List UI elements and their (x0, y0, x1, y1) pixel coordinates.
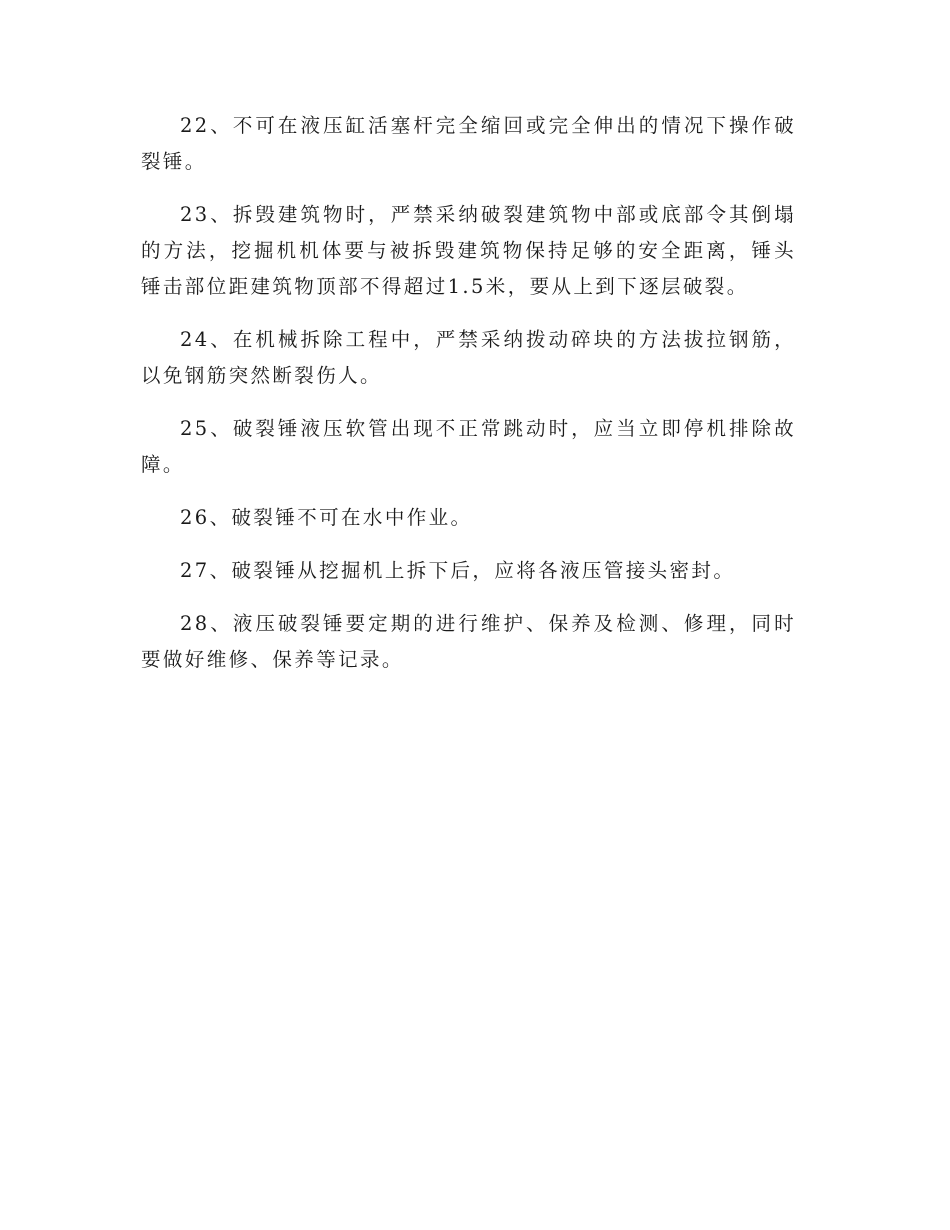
paragraph-28: 28、液压破裂锤要定期的进行维护、保养及检测、修理，同时要做好维修、保养等记录。 (141, 612, 796, 671)
paragraph-27: 27、破裂锤从挖掘机上拆下后，应将各液压管接头密封。 (180, 559, 736, 582)
paragraph-25: 25、破裂锤液压软管出现不正常跳动时，应当立即停机排除故障。 (141, 417, 796, 476)
paragraph-22: 22、不可在液压缸活塞杆完全缩回或完全伸出的情况下操作破裂锤。 (141, 114, 796, 173)
paragraph-26: 26、破裂锤不可在水中作业。 (180, 506, 473, 529)
paragraph-24: 24、在机械拆除工程中，严禁采纳拨动碎块的方法拔拉钢筋，以免钢筋突然断裂伤人。 (141, 328, 796, 387)
paragraph-23: 23、拆毁建筑物时，严禁采纳破裂建筑物中部或底部令其倒塌的方法，挖掘机机体要与被拆毁建筑物保持足够的安全距离，锤头锤击部位距建筑物顶部不得超过1.5米，要从上到下逐层破裂。 (141, 203, 796, 298)
document-body (141, 108, 796, 695)
